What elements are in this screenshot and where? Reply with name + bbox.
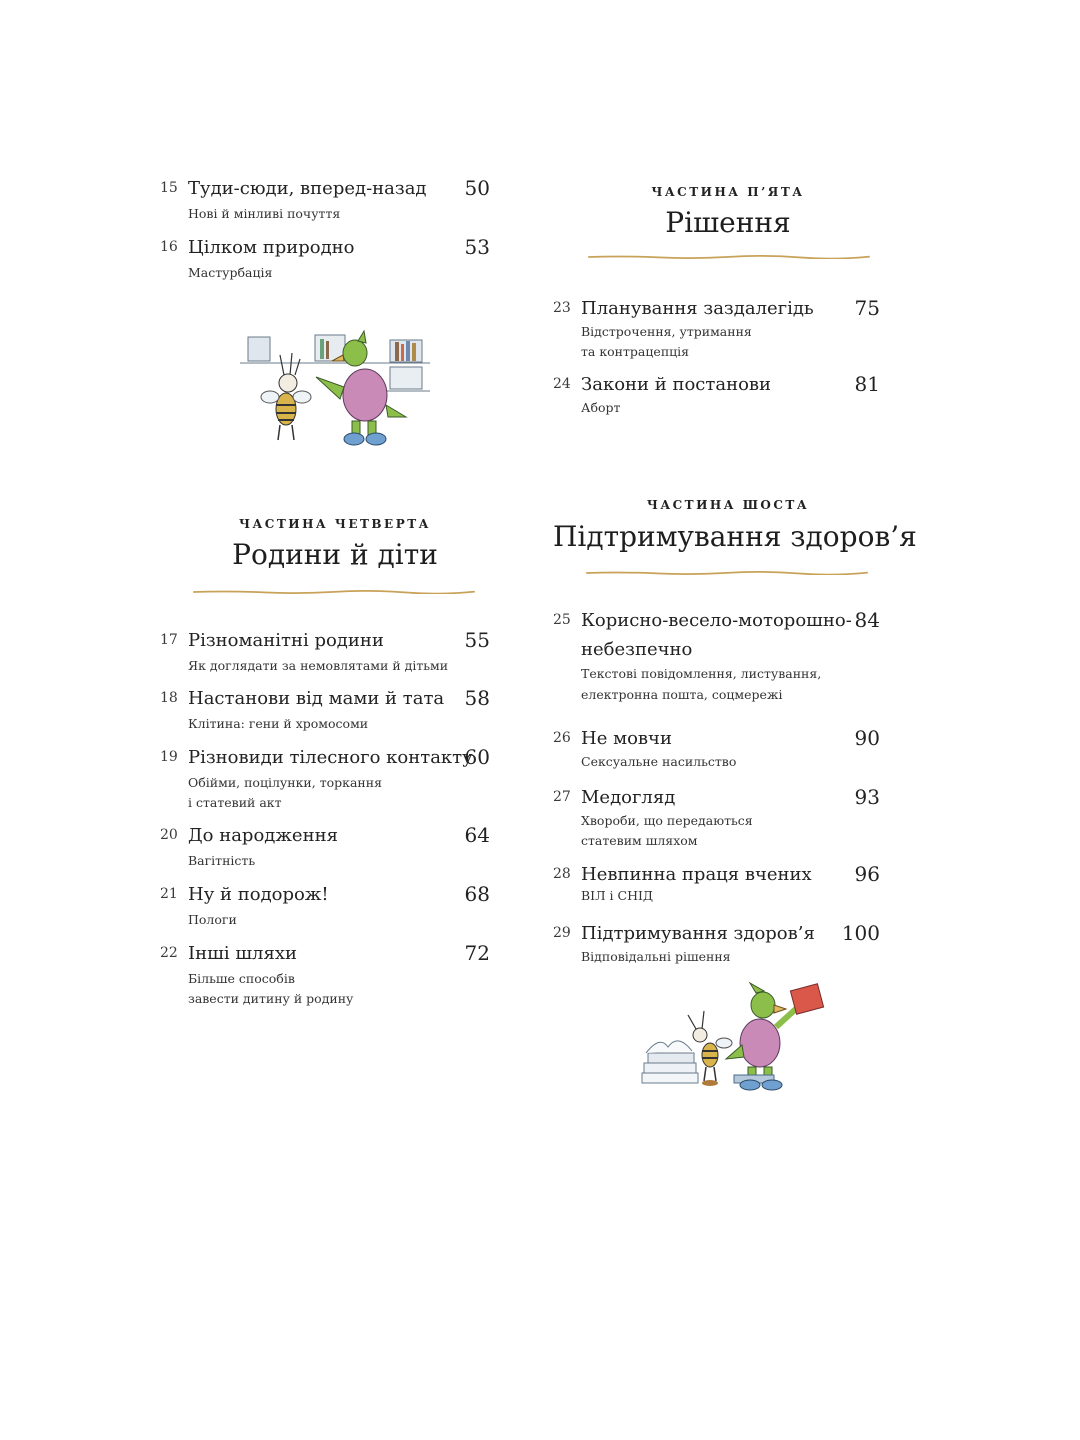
entry-subtitle: Хвороби, що передаються xyxy=(581,813,753,828)
entry-page: 53 xyxy=(464,235,490,259)
entry-subtitle: і статевий акт xyxy=(188,795,282,810)
entry-subtitle: статевим шляхом xyxy=(581,833,698,848)
entry-title: Не мовчи xyxy=(581,728,672,749)
bee-character-icon xyxy=(261,353,311,440)
entry-title: Цілком природно xyxy=(188,237,355,258)
entry-subtitle: Пологи xyxy=(188,912,237,927)
entry-title: Корисно-весело-моторошно- xyxy=(581,610,852,631)
entry-page: 84 xyxy=(854,608,880,632)
entry-number: 25 xyxy=(553,612,571,628)
entry-subtitle: електронна пошта, соцмережі xyxy=(581,687,783,702)
part6-label: ЧАСТИНА ШОСТА xyxy=(646,498,810,512)
book-stack-icon xyxy=(642,1041,698,1083)
entry-page: 90 xyxy=(854,726,880,750)
entry-number: 27 xyxy=(553,789,571,805)
entry-title: Туди-сюди, вперед-назад xyxy=(188,178,427,199)
entry-subtitle: та контрацепція xyxy=(581,344,690,359)
entry-title: Медогляд xyxy=(581,787,676,808)
entry-page: 93 xyxy=(854,785,880,809)
entry-page: 68 xyxy=(464,882,490,906)
entry-subtitle: Сексуальне насильство xyxy=(581,754,737,769)
entry-subtitle: Відстрочення, утримання xyxy=(581,324,752,339)
entry-page: 100 xyxy=(841,921,880,945)
entry-page: 72 xyxy=(464,941,490,965)
entry-page: 64 xyxy=(464,823,490,847)
entry-title: Ну й подорож! xyxy=(188,884,329,905)
entry-title: Інші шляхи xyxy=(188,943,297,964)
entry-number: 29 xyxy=(553,925,571,941)
parrot-character-icon xyxy=(726,983,824,1090)
part4-divider xyxy=(158,590,510,594)
entry-title: Невпинна праця вчених xyxy=(581,864,812,885)
entry-title: Підтримування здоров’я xyxy=(581,923,815,944)
entry-title: До народження xyxy=(188,825,338,846)
part4-label: ЧАСТИНА ЧЕТВЕРТА xyxy=(239,517,431,531)
entry-subtitle: Відповідальні рішення xyxy=(581,949,731,964)
part4-entries xyxy=(160,627,490,1017)
entry-number: 15 xyxy=(160,180,178,196)
entry-number: 20 xyxy=(160,827,178,843)
entry-title: Різновиди тілесного контакту xyxy=(188,747,473,768)
entry-number: 24 xyxy=(553,376,571,392)
part5-title: Рішення xyxy=(665,206,791,239)
entry-page: 55 xyxy=(464,628,490,652)
reading-illustration xyxy=(638,975,838,1095)
entry-subtitle: ВІЛ і СНІД xyxy=(581,888,654,903)
entry-page: 60 xyxy=(464,745,490,769)
entry-title: Планування заздалегідь xyxy=(581,298,814,319)
part6-title: Підтримування здоров’я xyxy=(553,520,917,553)
entry-number: 22 xyxy=(160,945,178,961)
entry-number: 16 xyxy=(160,239,178,255)
part4-title: Родини й діти xyxy=(232,538,438,571)
entry-subtitle: Більше способів xyxy=(188,971,295,986)
entry-number: 26 xyxy=(553,730,571,746)
entry-title: небезпечно xyxy=(581,639,693,660)
entry-subtitle: Нові й мінливі почуття xyxy=(188,206,341,221)
entry-number: 19 xyxy=(160,749,178,765)
library-illustration xyxy=(240,325,435,455)
entry-title: Закони й постанови xyxy=(581,374,772,395)
entry-number: 28 xyxy=(553,866,571,882)
part6-entries xyxy=(553,607,880,972)
entry-number: 23 xyxy=(553,300,571,316)
entry-subtitle: Текстові повідомлення, листування, xyxy=(581,666,822,681)
entry-page: 58 xyxy=(464,686,490,710)
entry-number: 18 xyxy=(160,690,178,706)
entry-page: 75 xyxy=(854,296,880,320)
part5-divider xyxy=(553,255,905,259)
part6-divider xyxy=(551,571,903,575)
entry-subtitle: Вагітність xyxy=(188,853,256,868)
entry-subtitle: Аборт xyxy=(581,400,621,415)
left-top-section xyxy=(160,175,490,285)
entry-subtitle: Обійми, поцілунки, торкання xyxy=(188,775,382,790)
part5-label: ЧАСТИНА П’ЯТА xyxy=(651,185,805,199)
entry-subtitle: Мастурбація xyxy=(188,265,273,280)
entry-subtitle: завести дитину й родину xyxy=(188,991,354,1006)
part5-entries xyxy=(553,295,880,425)
entry-title: Настанови від мами й тата xyxy=(188,688,445,709)
entry-page: 96 xyxy=(854,862,880,886)
entry-number: 21 xyxy=(160,886,178,902)
entry-title: Різноманітні родини xyxy=(188,630,384,651)
entry-subtitle: Як доглядати за немовлятами й дітьми xyxy=(188,658,449,673)
entry-number: 17 xyxy=(160,632,178,648)
entry-subtitle: Клітина: гени й хромосоми xyxy=(188,716,369,731)
entry-page: 81 xyxy=(854,372,880,396)
entry-page: 50 xyxy=(464,176,490,200)
